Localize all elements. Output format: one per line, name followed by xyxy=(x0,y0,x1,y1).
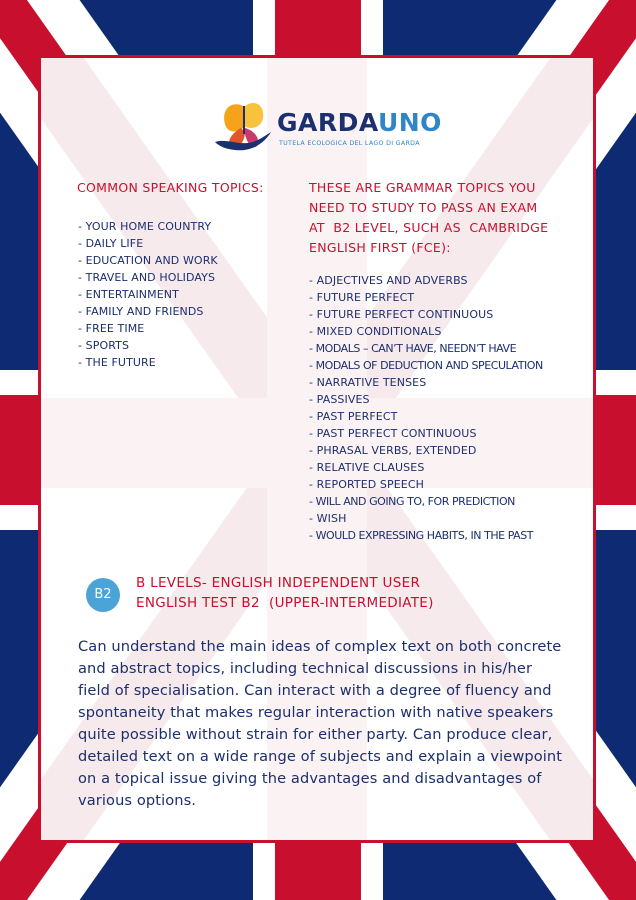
grammar-title-line: NEED TO STUDY TO PASS AN EXAM xyxy=(309,200,538,215)
list-item: - PASSIVES xyxy=(309,393,370,406)
list-item: - MODALS OF DEDUCTION AND SPECULATION xyxy=(309,359,543,372)
list-item: - YOUR HOME COUNTRY xyxy=(78,220,212,233)
brand-name-part2: UNO xyxy=(377,108,442,137)
list-item: - FREE TIME xyxy=(78,322,145,335)
speaking-topics-list xyxy=(78,218,218,371)
list-item: - REPORTED SPEECH xyxy=(309,478,424,491)
list-item: - WOULD EXPRESSING HABITS, IN THE PAST xyxy=(309,529,534,542)
grammar-title-line: THESE ARE GRAMMAR TOPICS YOU xyxy=(309,180,536,195)
speaking-topics-title: COMMON SPEAKING TOPICS: xyxy=(77,180,264,195)
level-title-line2: ENGLISH TEST B2 (UPPER-INTERMEDIATE) xyxy=(136,595,434,611)
grammar-title-line: ENGLISH FIRST (FCE): xyxy=(309,240,451,255)
list-item: - RELATIVE CLAUSES xyxy=(309,461,425,474)
list-item: - THE FUTURE xyxy=(78,356,156,369)
list-item: - FUTURE PERFECT xyxy=(309,291,415,304)
list-item: - PHRASAL VERBS, EXTENDED xyxy=(309,444,477,457)
brand-tagline: TUTELA ECOLOGICA DEL LAGO DI GARDA xyxy=(279,140,420,147)
level-description: Can understand the main ideas of complex text on both concrete and abstract topics, including technical discussions in his/her field of specialisation. Can interact with a degree of fluency and spontaneity that makes regular interaction with native speakers quite possible without strain for either party. Can produce clear, detailed text on a wide range of subjects and explain a viewpoint on a topical issue giving the advantages and disadvantages of various options. xyxy=(78,638,563,809)
level-title xyxy=(136,573,434,613)
list-item: - MIXED CONDITIONALS xyxy=(309,325,442,338)
content-card xyxy=(38,55,596,843)
list-item: - WILL AND GOING TO, FOR PREDICTION xyxy=(309,495,515,508)
list-item: - PAST PERFECT xyxy=(309,410,398,423)
grammar-topics-list xyxy=(309,272,543,544)
gardauno-logo xyxy=(213,98,442,158)
list-item: - SPORTS xyxy=(78,339,130,352)
list-item: - MODALS – CAN’T HAVE, NEEDN’T HAVE xyxy=(309,342,517,355)
list-item: - DAILY LIFE xyxy=(78,237,144,250)
list-item: - FAMILY AND FRIENDS xyxy=(78,305,204,318)
list-item: - ADJECTIVES AND ADVERBS xyxy=(309,274,468,287)
list-item: - NARRATIVE TENSES xyxy=(309,376,427,389)
list-item: - EDUCATION AND WORK xyxy=(78,254,218,267)
brand-name xyxy=(277,108,442,137)
list-item: - TRAVEL AND HOLIDAYS xyxy=(78,271,216,284)
list-item: - FUTURE PERFECT CONTINUOUS xyxy=(309,308,494,321)
level-badge: B2 xyxy=(86,578,120,612)
grammar-title-line: AT B2 LEVEL, SUCH AS CAMBRIDGE xyxy=(309,220,549,235)
grammar-topics-title xyxy=(309,178,594,258)
list-item: - ENTERTAINMENT xyxy=(78,288,179,301)
list-item: - PAST PERFECT CONTINUOUS xyxy=(309,427,477,440)
list-item: - WISH xyxy=(309,512,347,525)
brand-name-part1: GARDA xyxy=(277,108,378,137)
butterfly-icon xyxy=(213,98,275,156)
level-title-line1: B LEVELS- ENGLISH INDEPENDENT USER xyxy=(136,575,421,591)
